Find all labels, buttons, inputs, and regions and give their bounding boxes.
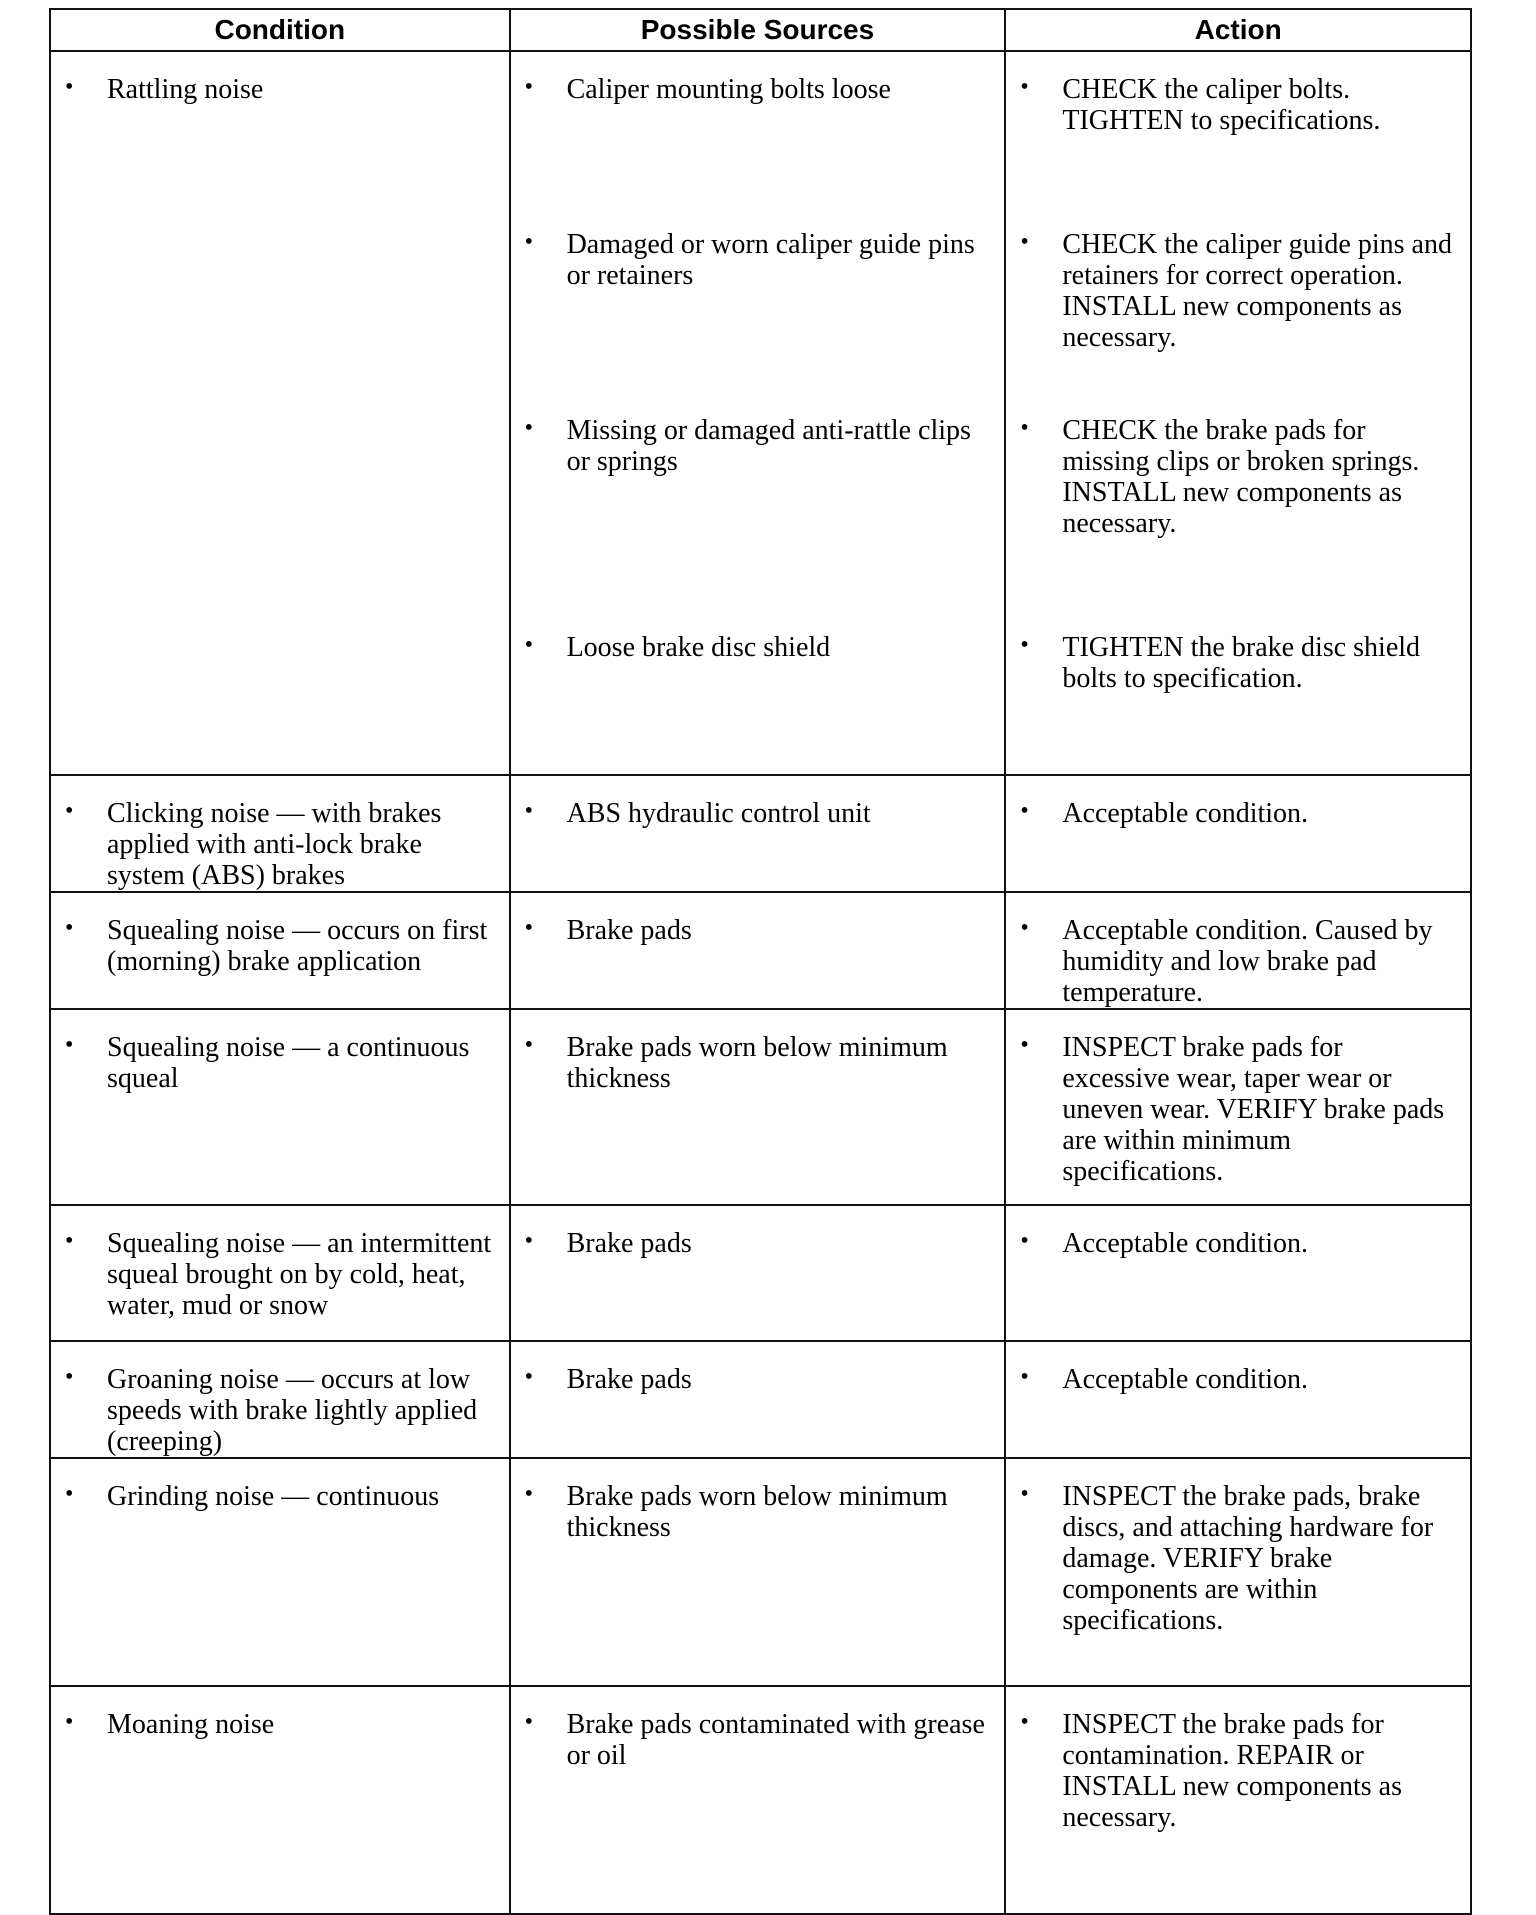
action-cell — [1005, 775, 1471, 892]
bulleted-item — [511, 893, 1005, 946]
bullet-icon: • — [524, 1709, 533, 1735]
item-text: CHECK the caliper guide pins and retainers for correct operation. INSTALL new components as necessary. — [1062, 229, 1452, 353]
item-text: INSPECT brake pads for excessive wear, taper wear or uneven wear. VERIFY brake pads are within minimum specifications. — [1062, 1032, 1445, 1187]
header-condition: Condition — [50, 9, 510, 51]
action-segment — [1006, 393, 1470, 610]
bulleted-item — [511, 207, 1005, 291]
table-row — [50, 1341, 1471, 1458]
item-text: Damaged or worn caliper guide pins or retainers — [566, 229, 975, 291]
source-segment — [511, 1010, 1005, 1094]
bulleted-item — [51, 1459, 509, 1512]
bullet-icon: • — [1020, 1481, 1029, 1507]
action-cell — [1005, 1686, 1471, 1914]
source-segment — [511, 52, 1005, 207]
bullet-icon: • — [65, 74, 74, 100]
action-segment — [1006, 52, 1470, 207]
bulleted-item — [1006, 610, 1470, 694]
table-row — [50, 775, 1471, 892]
item-text: Missing or damaged anti-rattle clips or springs — [566, 415, 971, 477]
action-segment — [1006, 776, 1470, 829]
source-segment — [511, 1206, 1005, 1259]
bulleted-item — [511, 1459, 1005, 1543]
action-cell — [1005, 1009, 1471, 1205]
source-segment — [511, 1342, 1005, 1395]
table-row — [50, 1009, 1471, 1205]
action-segment — [1006, 1010, 1470, 1187]
source-segment — [511, 776, 1005, 829]
bullet-icon: • — [1020, 74, 1029, 100]
action-segment — [1006, 1459, 1470, 1636]
bullet-icon: • — [1020, 915, 1029, 941]
bullet-icon: • — [524, 1032, 533, 1058]
possible-sources-cell — [510, 775, 1006, 892]
possible-sources-cell — [510, 1205, 1006, 1341]
possible-sources-cell — [510, 892, 1006, 1009]
bullet-icon: • — [1020, 1032, 1029, 1058]
bullet-icon: • — [1020, 798, 1029, 824]
condition-cell — [50, 1009, 510, 1205]
condition-cell — [50, 1458, 510, 1686]
bullet-icon: • — [524, 1481, 533, 1507]
possible-sources-cell — [510, 1009, 1006, 1205]
table-row — [50, 51, 1471, 775]
item-text: ABS hydraulic control unit — [566, 798, 871, 829]
item-text: CHECK the caliper bolts. TIGHTEN to specifications. — [1062, 74, 1381, 136]
item-text: Brake pads — [566, 915, 692, 946]
action-cell — [1005, 51, 1471, 775]
bullet-icon: • — [65, 1709, 74, 1735]
bulleted-item — [51, 1687, 509, 1740]
bulleted-item — [511, 610, 1005, 663]
item-text: CHECK the brake pads for missing clips or broken springs. INSTALL new components as necessary. — [1062, 415, 1420, 539]
bullet-icon: • — [65, 798, 74, 824]
condition-cell — [50, 1686, 510, 1914]
bulleted-item — [1006, 52, 1470, 136]
item-text: Squealing noise — occurs on first (morning) brake application — [107, 915, 488, 977]
source-segment — [511, 207, 1005, 393]
bulleted-item — [511, 1010, 1005, 1094]
bulleted-item — [1006, 1342, 1470, 1395]
bulleted-item — [1006, 1206, 1470, 1259]
bulleted-item — [51, 1010, 509, 1094]
diagnosis-table — [49, 8, 1472, 1915]
item-text: Clicking noise — with brakes applied with anti-lock brake system (ABS) brakes — [107, 798, 442, 891]
condition-cell — [50, 51, 510, 775]
bulleted-item — [1006, 393, 1470, 539]
bullet-icon: • — [65, 1364, 74, 1390]
item-text: Brake pads — [566, 1228, 692, 1259]
table-row — [50, 892, 1471, 1009]
bulleted-item — [1006, 1010, 1470, 1187]
item-text: Rattling noise — [107, 74, 264, 105]
bullet-icon: • — [1020, 415, 1029, 441]
bulleted-item — [1006, 893, 1470, 1008]
bullet-icon: • — [1020, 229, 1029, 255]
action-segment — [1006, 893, 1470, 1008]
condition-cell — [50, 1341, 510, 1458]
possible-sources-cell — [510, 1341, 1006, 1458]
bullet-icon: • — [524, 798, 533, 824]
item-text: Brake pads worn below minimum thickness — [566, 1481, 948, 1543]
bullet-icon: • — [1020, 1364, 1029, 1390]
item-text: Squealing noise — a continuous squeal — [107, 1032, 470, 1094]
bullet-icon: • — [65, 1228, 74, 1254]
item-text: Acceptable condition. — [1062, 1364, 1309, 1395]
bullet-icon: • — [65, 915, 74, 941]
condition-cell — [50, 775, 510, 892]
possible-sources-cell — [510, 51, 1006, 775]
action-cell — [1005, 1341, 1471, 1458]
table-row — [50, 1458, 1471, 1686]
header-row — [50, 9, 1471, 51]
bullet-icon: • — [524, 1228, 533, 1254]
bullet-icon: • — [1020, 632, 1029, 658]
source-segment — [511, 893, 1005, 946]
item-text: TIGHTEN the brake disc shield bolts to specification. — [1062, 632, 1421, 694]
bulleted-item — [51, 776, 509, 891]
condition-cell — [50, 892, 510, 1009]
action-cell — [1005, 1458, 1471, 1686]
item-text: INSPECT the brake pads, brake discs, and attaching hardware for damage. VERIFY brake components are within specifications. — [1062, 1481, 1434, 1636]
action-cell — [1005, 1205, 1471, 1341]
table-row — [50, 1205, 1471, 1341]
bullet-icon: • — [524, 632, 533, 658]
bullet-icon: • — [524, 915, 533, 941]
source-segment — [511, 393, 1005, 610]
source-segment — [511, 1687, 1005, 1771]
item-text: Acceptable condition. — [1062, 1228, 1309, 1259]
item-text: Groaning noise — occurs at low speeds with brake lightly applied (creeping) — [107, 1364, 478, 1457]
bullet-icon: • — [524, 74, 533, 100]
bullet-icon: • — [524, 229, 533, 255]
source-segment — [511, 610, 1005, 774]
item-text: Moaning noise — [107, 1709, 275, 1740]
bulleted-item — [1006, 1459, 1470, 1636]
item-text: Brake pads contaminated with grease or oil — [566, 1709, 985, 1771]
bulleted-item — [1006, 1687, 1470, 1833]
item-text: Acceptable condition. Caused by humidity and low brake pad temperature. — [1062, 915, 1433, 1008]
bulleted-item — [1006, 776, 1470, 829]
action-segment — [1006, 1342, 1470, 1395]
action-cell — [1005, 892, 1471, 1009]
bulleted-item — [51, 1206, 509, 1321]
bulleted-item — [1006, 207, 1470, 353]
condition-cell — [50, 1205, 510, 1341]
possible-sources-cell — [510, 1686, 1006, 1914]
header-possible-sources: Possible Sources — [510, 9, 1006, 51]
bulleted-item — [511, 1342, 1005, 1395]
bulleted-item — [51, 1342, 509, 1457]
bulleted-item — [511, 1687, 1005, 1771]
item-text: Loose brake disc shield — [566, 632, 831, 663]
bulleted-item — [511, 776, 1005, 829]
item-text: Brake pads — [566, 1364, 692, 1395]
action-segment — [1006, 207, 1470, 393]
item-text: INSPECT the brake pads for contamination. REPAIR or INSTALL new components as necessary. — [1062, 1709, 1403, 1833]
item-text: Acceptable condition. — [1062, 798, 1309, 829]
bullet-icon: • — [65, 1032, 74, 1058]
possible-sources-cell — [510, 1458, 1006, 1686]
header-action: Action — [1005, 9, 1471, 51]
item-text: Squealing noise — an intermittent squeal brought on by cold, heat, water, mud or snow — [107, 1228, 492, 1321]
table-row — [50, 1686, 1471, 1914]
bullet-icon: • — [524, 415, 533, 441]
bulleted-item — [511, 1206, 1005, 1259]
bulleted-item — [511, 52, 1005, 105]
action-segment — [1006, 1687, 1470, 1833]
table-body — [50, 51, 1471, 1914]
bulleted-item — [511, 393, 1005, 477]
source-segment — [511, 1459, 1005, 1543]
bulleted-item — [51, 893, 509, 977]
item-text: Brake pads worn below minimum thickness — [566, 1032, 948, 1094]
action-segment — [1006, 610, 1470, 774]
action-segment — [1006, 1206, 1470, 1259]
item-text: Grinding noise — continuous — [107, 1481, 440, 1512]
bullet-icon: • — [1020, 1228, 1029, 1254]
bullet-icon: • — [524, 1364, 533, 1390]
bullet-icon: • — [65, 1481, 74, 1507]
item-text: Caliper mounting bolts loose — [566, 74, 891, 105]
bullet-icon: • — [1020, 1709, 1029, 1735]
bulleted-item — [51, 52, 509, 105]
